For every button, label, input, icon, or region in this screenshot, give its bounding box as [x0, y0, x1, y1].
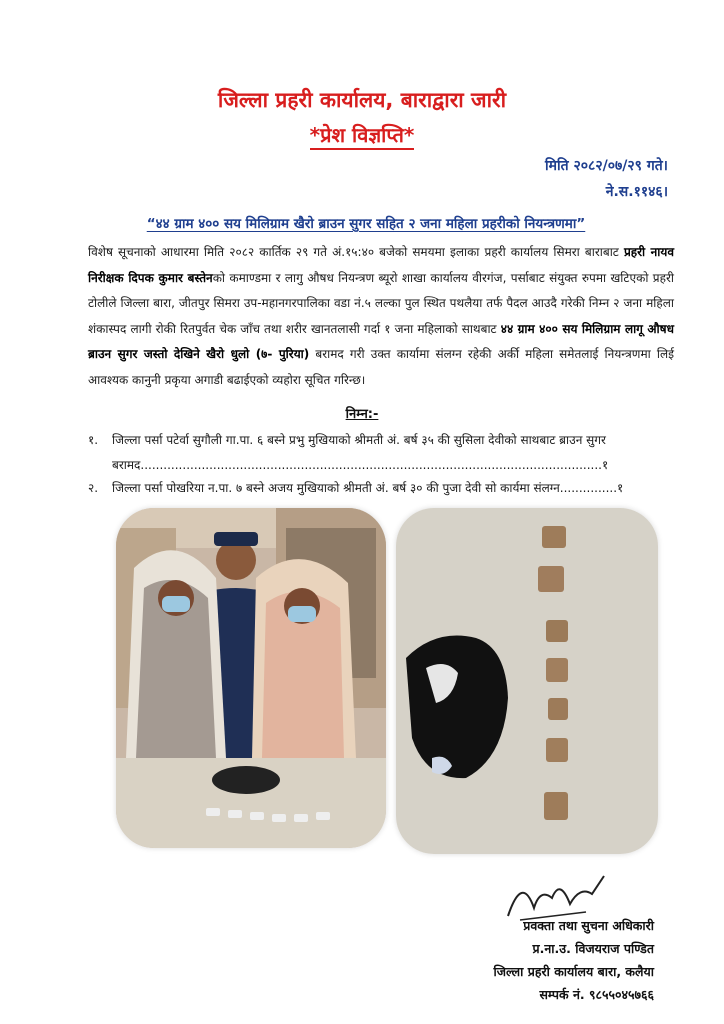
list-heading: निम्न:-	[345, 407, 379, 422]
list-item-number: १.	[88, 433, 99, 447]
suspects-photo-illustration	[116, 508, 386, 848]
seized-items-illustration	[396, 508, 658, 854]
office-title: जिल्ला प्रहरी कार्यालय, बाराद्वारा जारी	[217, 88, 507, 112]
list-item-text: जिल्ला पर्सा पटेर्वा सुगौली गा.पा. ६ बस्ने प्रभु मुखियाको श्रीमती अं. बर्ष ३५ की सुसिला देवीको साथबाट ब्राउन सुगर बरामद.........................................................................................................................१	[112, 433, 609, 472]
signatory-role: प्रवक्ता तथा सुचना अधिकारी	[523, 918, 654, 933]
body-bold-1: प्रहरी नायव निरीक्षक दिपक कुमार बस्तेन	[88, 245, 675, 285]
seized-items-photo	[396, 508, 658, 854]
body-text-3: बरामद गरी उक्त कार्यामा संलग्न रहेकी अर्की महिला समेतलाई नियन्त्रणमा लिई आवश्यक कानुनी प्रकृया अगाडी बढाईएको व्यहोरा सूचित गरिन्छ।	[88, 347, 674, 387]
reference-number: ने.स.११४६।	[605, 184, 668, 200]
body-paragraph	[88, 240, 674, 393]
list-item-text: जिल्ला पर्सा पोखरिया न.पा. ७ बस्ने अजय मुखियाको श्रीमती अं. बर्ष ३० की पुजा देवी सो कार्यमा संलग्न...............१	[112, 481, 624, 495]
signature-block	[494, 914, 654, 1006]
body-text-1: विशेष सूचनाको आधारमा मिति २०८२ कार्तिक २९ गते अं.१५:४० बजेको समयमा इलाका प्रहरी कार्यालय सिमरा बाराबाट	[88, 245, 624, 259]
list-item-number: २.	[88, 481, 99, 495]
signatory-office: जिल्ला प्रहरी कार्यालय बारा, कलैया	[493, 964, 654, 979]
list-item	[88, 428, 674, 478]
body-bold-2: ४४ ग्राम ४०० सय मिलिग्राम लागू औषध ब्राउन सुगर जस्तो देखिने खैरो धुलो (७- पुरिया)	[88, 321, 674, 361]
headline: “४४ ग्राम ४०० सय मिलिग्राम खैरो ब्राउन सुगर सहित २ जना महिला प्रहरीको नियन्त्रणमा”	[146, 216, 586, 232]
suspects-photo	[116, 508, 386, 848]
body-text-2: को कमाण्डमा र लागु औषध नियन्त्रण ब्यूरो शाखा कार्यालय वीरगंज, पर्साबाट संयुक्त रुपमा खटिएको प्रहरी टोलीले जिल्ला बारा, जीतपुर सिमरा उप-महानगरपालिका वडा नं.५ लल्का पुल स्थित पथलैया तर्फ पैदल आउदै गरेकी निम्न २ जना महिला शंकास्पद लागी रोकी रितपुर्वत चेक जाँच तथा शरीर खानतलासी गर्दा १ जना महिलाको साथबाट	[88, 270, 674, 336]
list-item	[88, 476, 674, 501]
contact-number: सम्पर्क नं. ९८५५०४५७६६	[539, 987, 654, 1002]
press-release-title	[0, 121, 724, 148]
press-release-label: *प्रेश विज्ञप्ति*	[310, 123, 415, 150]
date-line: मिति २०८२/०७/२९ गते।	[545, 158, 668, 174]
signatory-name: प्र.ना.उ. विजयराज पण्डित	[532, 941, 654, 956]
